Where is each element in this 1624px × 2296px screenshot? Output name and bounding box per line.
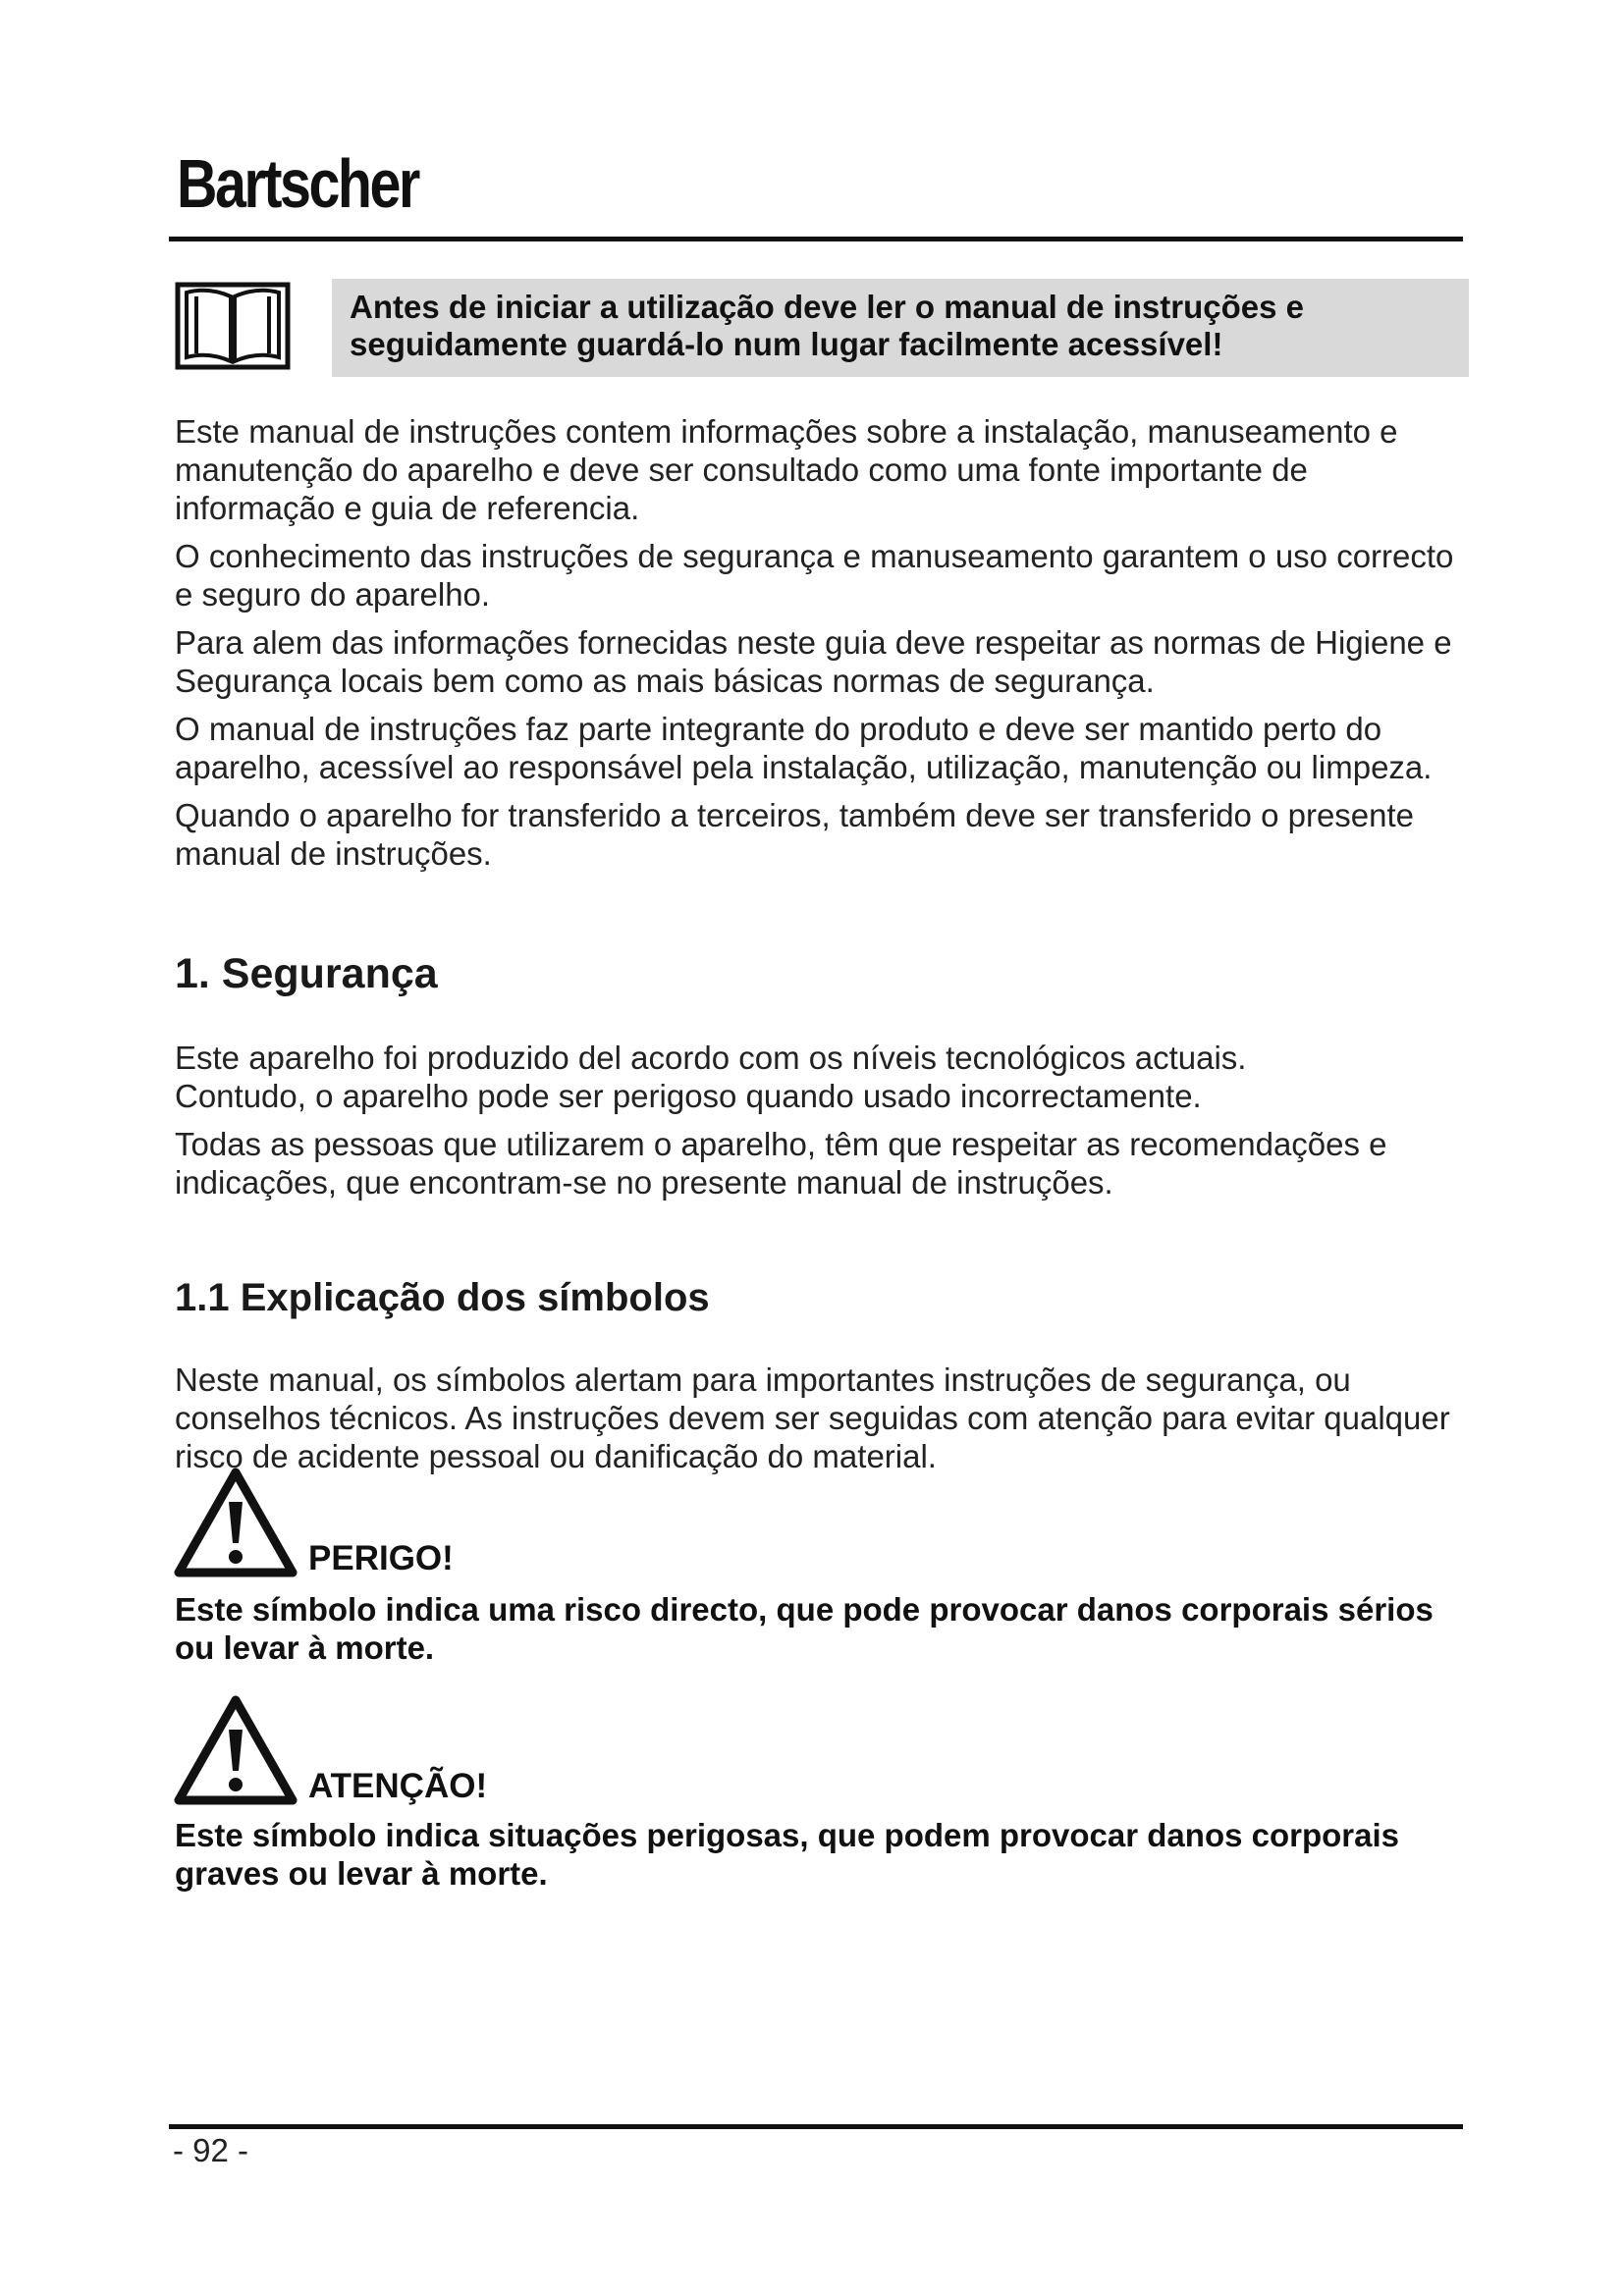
safety-paragraph-2: Todas as pessoas que utilizarem o aparelho, têm que respeitar as recomendações e indicações, que encontram-se no presente manual de instruções. bbox=[175, 1126, 1387, 1201]
brand-logo-text: Bartscher bbox=[177, 145, 418, 222]
symbols-paragraph: Neste manual, os símbolos alertam para importantes instruções de segurança, ou conselhos técnicos. As instruções devem ser seguidas com atenção para evitar qualquer risco de acidente pessoal ou danificação do material. bbox=[175, 1362, 1450, 1474]
intro-paragraph: O manual de instruções faz parte integrante do produto e deve ser mantido perto do aparelho, acessível ao responsável pela instalação, utilização, manutenção ou limpeza. bbox=[175, 711, 1433, 785]
header-divider bbox=[169, 237, 1463, 241]
intro-paragraph: Para alem das informações fornecidas neste guia deve respeitar as normas de Higiene e Segurança locais bem como as mais básicas normas de segurança. bbox=[175, 624, 1452, 699]
section-heading-safety: 1. Segurança bbox=[175, 950, 438, 997]
section-heading-symbols: 1.1 Explicação dos símbolos bbox=[175, 1276, 710, 1319]
notice-line-1: Antes de iniciar a utilização deve ler o manual de instruções e bbox=[350, 289, 1305, 325]
caution-text: Este símbolo indica situações perigosas, que podem provocar danos corporais graves ou levar à morte. bbox=[175, 1817, 1400, 1892]
warning-triangle-icon bbox=[173, 1694, 298, 1808]
read-manual-notice bbox=[332, 279, 1469, 377]
symbols-text bbox=[175, 1361, 1471, 1475]
safety-line-1: Este aparelho foi produzido del acordo com os níveis tecnológicos actuais. bbox=[175, 1040, 1247, 1076]
caution-title: ATENÇÃO! bbox=[308, 1767, 488, 1805]
safety-text bbox=[175, 1039, 1471, 1211]
safety-line-2: Contudo, o aparelho pode ser perigoso quando usado incorrectamente. bbox=[175, 1078, 1202, 1114]
intro-paragraph: Quando o aparelho for transferido a terceiros, também deve ser transferido o presente manual de instruções. bbox=[175, 797, 1415, 872]
intro-paragraph: O conhecimento das instruções de segurança e manuseamento garantem o uso correcto e seguro do aparelho. bbox=[175, 538, 1454, 613]
danger-title: PERIGO! bbox=[308, 1539, 454, 1577]
warning-triangle-icon bbox=[173, 1467, 298, 1580]
notice-line-2: seguidamente guardá-lo num lugar facilmente acessível! bbox=[350, 326, 1223, 362]
intro-text bbox=[175, 412, 1471, 882]
brand-logo bbox=[177, 139, 471, 228]
page-number: - 92 - bbox=[173, 2132, 249, 2168]
danger-text: Este símbolo indica uma risco directo, que pode provocar danos corporais sérios ou levar à morte. bbox=[175, 1591, 1434, 1666]
footer-divider bbox=[169, 2124, 1463, 2129]
book-icon bbox=[175, 275, 291, 373]
intro-paragraph: Este manual de instruções contem informações sobre a instalação, manuseamento e manutenção do aparelho e deve ser consultado como uma fonte importante de informação e guia de referencia. bbox=[175, 413, 1398, 526]
